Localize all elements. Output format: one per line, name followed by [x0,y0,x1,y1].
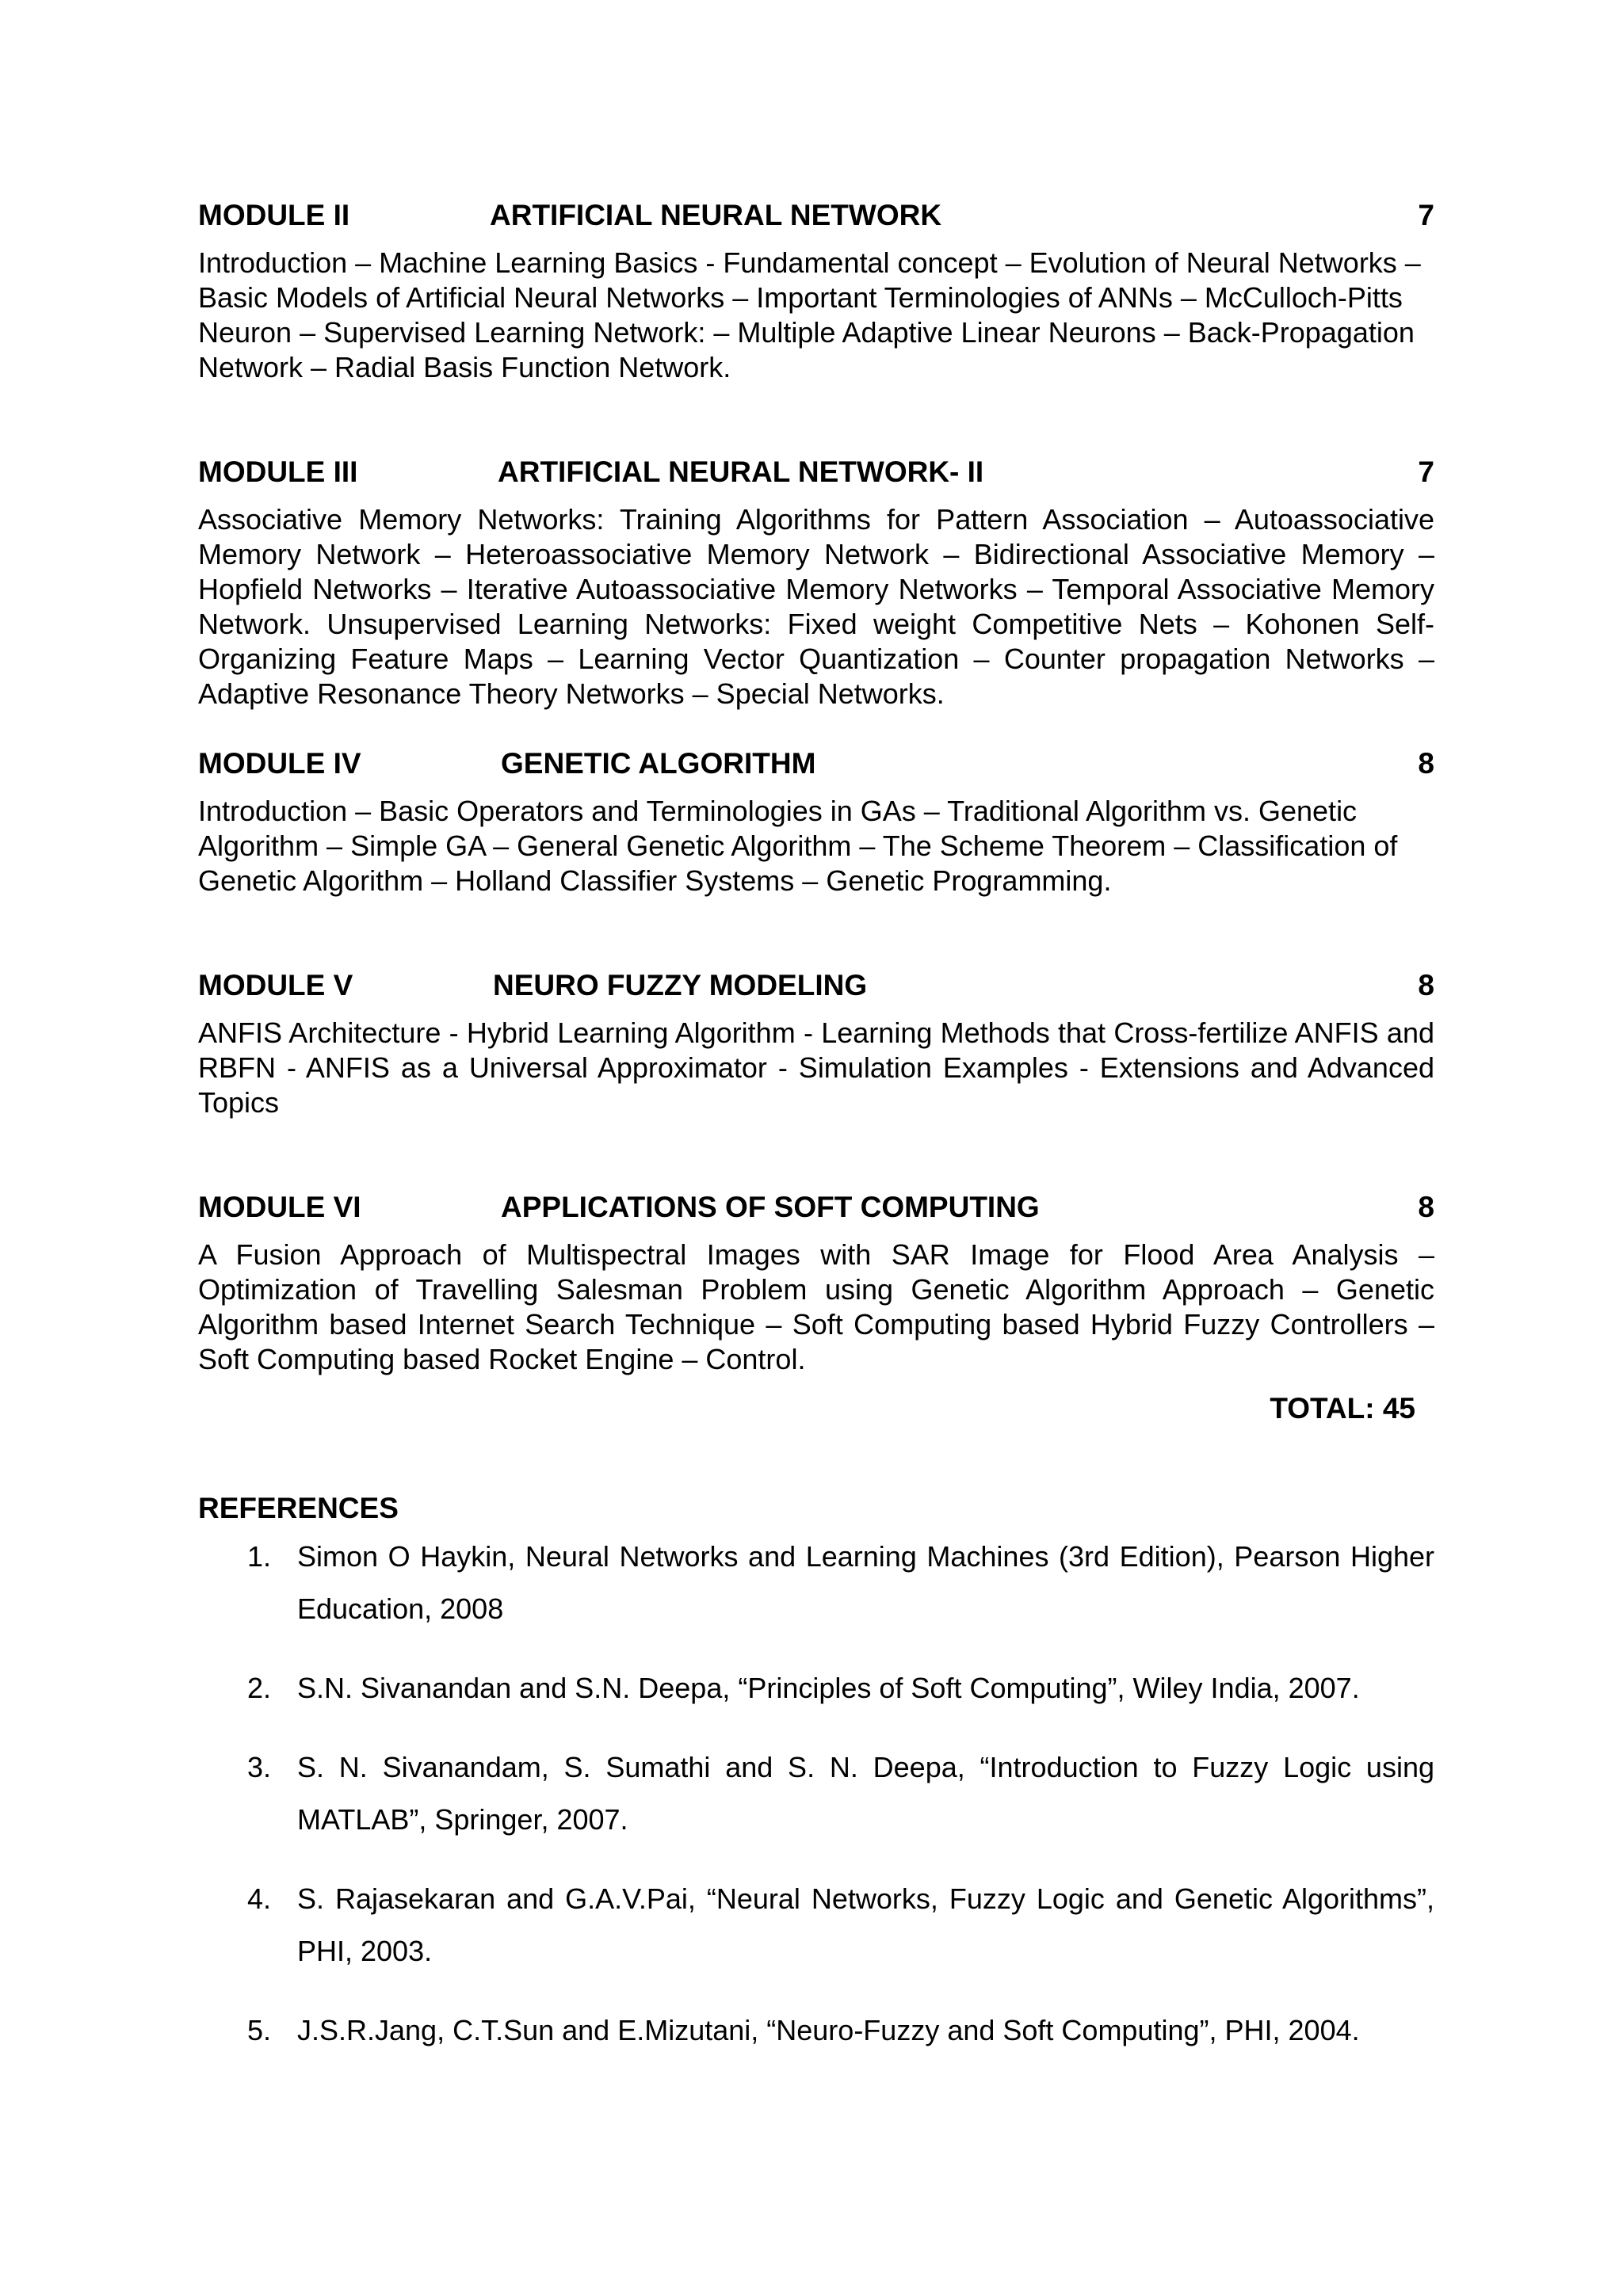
module-heading [198,1187,1434,1228]
module-4 [198,743,1434,898]
module-description: Introduction – Basic Operators and Terminologies in GAs – Traditional Algorithm vs. Genetic Algorithm – Simple GA – General Genetic Algorithm – The Scheme Theorem – Classification of Genetic Algorithm – Holland Classifier Systems – Genetic Programming. [198,795,1398,897]
module-hours: 8 [1418,1191,1434,1223]
reference-text: J.S.R.Jang, C.T.Sun and E.Mizutani, “Neuro-Fuzzy and Soft Computing”, PHI, 2004. [297,2014,1360,2046]
reference-number: 5. [247,2014,272,2046]
module-hours: 8 [1418,747,1434,780]
reference-text: S.N. Sivanandan and S.N. Deepa, “Principles of Soft Computing”, Wiley India, 2007. [297,1672,1360,1704]
module-5 [198,965,1434,1120]
references-heading: REFERENCES [198,1492,399,1524]
reference-number: 1. [247,1540,272,1573]
module-label: MODULE III [198,456,358,488]
total-hours: TOTAL: 45 [1270,1392,1415,1425]
module-title: NEURO FUZZY MODELING [493,969,868,1001]
module-description: Introduction – Machine Learning Basics - Fundamental concept – Evolution of Neural Networks – Basic Models of Artificial Neural Networks – Important Terminologies of ANNs – McCulloch-Pitts Neuron – Supervised Learning Network: – Multiple Adaptive Linear Neurons – Back-Propagation Network – Radial Basis Function Network. [198,246,1421,383]
reference-item [198,1873,1434,1978]
module-title: ARTIFICIAL NEURAL NETWORK- II [498,456,984,488]
reference-number: 2. [247,1672,272,1704]
module-heading [198,452,1434,493]
module-hours: 7 [1418,199,1434,231]
module-3 [198,452,1434,711]
references-list [198,1531,1434,2057]
module-label: MODULE V [198,969,353,1001]
module-label: MODULE IV [198,747,361,780]
module-heading [198,965,1434,1006]
reference-text: S. Rajasekaran and G.A.V.Pai, “Neural Networks, Fuzzy Logic and Genetic Algorithms”, PHI, 2003. [297,1882,1434,1967]
reference-number: 4. [247,1882,272,1915]
reference-item [198,2004,1434,2057]
module-label: MODULE II [198,199,350,231]
module-2 [198,195,1434,385]
module-hours: 8 [1418,969,1434,1001]
module-label: MODULE VI [198,1191,361,1223]
module-description: ANFIS Architecture - Hybrid Learning Algorithm - Learning Methods that Cross-fertilize ANFIS and RBFN - ANFIS as a Universal Approximator - Simulation Examples - Extensions and Advanced Topics [198,1016,1434,1119]
module-description: Associative Memory Networks: Training Algorithms for Pattern Association – Autoassociative Memory Network – Heteroassociative Memory Network – Bidirectional Associative Memory – Hopfield Networks – Iterative Autoassociative Memory Networks – Temporal Associative Memory Network. Unsupervised Learning Networks: Fixed weight Competitive Nets – Kohonen Self-Organizing Feature Maps – Learning Vector Quantization – Counter propagation Networks – Adaptive Resonance Theory Networks – Special Networks. [198,503,1434,710]
module-title: GENETIC ALGORITHM [501,747,816,780]
module-title: ARTIFICIAL NEURAL NETWORK [490,199,942,231]
module-title: APPLICATIONS OF SOFT COMPUTING [501,1191,1040,1223]
reference-text: Simon O Haykin, Neural Networks and Learning Machines (3rd Edition), Pearson Higher Education, 2008 [297,1540,1434,1625]
module-6 [198,1187,1434,1377]
module-hours: 7 [1418,456,1434,488]
module-description: A Fusion Approach of Multispectral Images with SAR Image for Flood Area Analysis – Optimization of Travelling Salesman Problem using Genetic Algorithm Approach – Genetic Algorithm based Internet Search Technique – Soft Computing based Hybrid Fuzzy Controllers – Soft Computing based Rocket Engine – Control. [198,1238,1434,1375]
reference-item [198,1662,1434,1714]
module-heading [198,195,1434,236]
module-heading [198,743,1434,784]
reference-text: S. N. Sivanandam, S. Sumathi and S. N. Deepa, “Introduction to Fuzzy Logic using MATLAB”, Springer, 2007. [297,1751,1434,1836]
reference-item [198,1531,1434,1635]
reference-item [198,1741,1434,1846]
syllabus-page [198,195,1434,2057]
reference-number: 3. [247,1751,272,1783]
